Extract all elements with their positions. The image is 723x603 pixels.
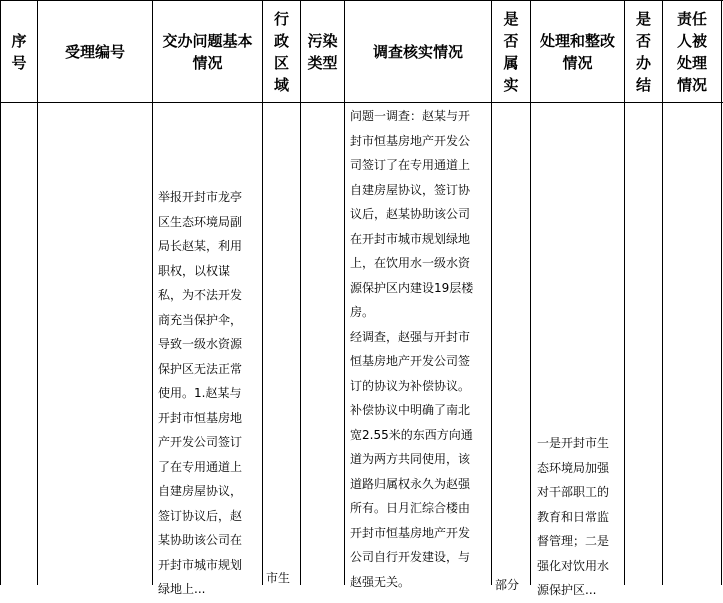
investigation-line: 议后，赵某协助该公司: [350, 207, 471, 221]
handling-line: 源保护区...: [537, 583, 597, 597]
verified-cell: [495, 573, 529, 598]
header-closed: [625, 1, 662, 102]
investigation-line: 自建房屋协议，签订协: [350, 182, 471, 197]
header-text: 情况: [676, 75, 707, 94]
issue-line: 开封市恒基房地: [158, 410, 243, 425]
issue-line: 局长赵某，利用: [158, 239, 243, 253]
header-text: 序: [11, 31, 27, 50]
investigation-line: 在开封市城市规划绿地: [350, 231, 471, 246]
header-text: 人被: [676, 31, 707, 50]
header-handling: [531, 1, 624, 102]
header-case-number: [38, 1, 152, 102]
header-text: 情况: [192, 53, 223, 72]
investigation-line: 赵强无关。: [350, 574, 411, 589]
district-cell: [266, 566, 300, 591]
header-text: 实: [503, 75, 519, 94]
handling-line: 一是开封市生: [537, 436, 610, 450]
investigation-line: 房。: [350, 305, 375, 319]
issue-line: 举报开封市龙亭: [158, 190, 243, 204]
handling-cell: [537, 431, 623, 603]
header-text: 结: [635, 75, 651, 94]
header-text: 是: [503, 9, 519, 28]
district-text: 市生: [266, 571, 291, 585]
header-text: 是: [635, 9, 651, 28]
handling-line: 督管理；二是: [537, 534, 610, 548]
issue-line: 使用。1.赵某与: [158, 386, 242, 400]
handling-line: 强化对饮用水: [537, 558, 610, 573]
header-accountability: [663, 1, 721, 102]
header-text: 否: [503, 31, 519, 50]
verified-text: 部分: [495, 578, 520, 592]
header-text: 属: [503, 53, 519, 72]
investigation-cell: [350, 104, 490, 594]
investigation-line: 上，在饮用水一级水资: [350, 256, 471, 270]
investigation-line: 开封市恒基房地产开发: [350, 525, 471, 540]
table-border: [721, 0, 722, 585]
header-text: 处理和整改: [539, 31, 615, 50]
header-text: 污染: [307, 31, 338, 50]
issue-line: 某协助该公司在: [158, 533, 243, 547]
table-border: [0, 102, 723, 103]
header-text: 责任: [676, 9, 707, 28]
header-text: 行: [273, 9, 289, 28]
header-pollution-type: [301, 1, 344, 102]
handling-line: 态环境局加强: [537, 460, 610, 475]
issue-cell: [158, 185, 260, 602]
handling-line: 教育和日常监: [537, 509, 610, 524]
issue-line: 绿地上...: [158, 582, 206, 596]
investigation-line: 司签订了在专用通道上: [350, 158, 471, 172]
header-issue: [153, 1, 262, 102]
header-verified: [492, 1, 530, 102]
header-text: 类型: [307, 53, 338, 72]
header-text: 调查核实情况: [372, 42, 463, 61]
issue-line: 商充当保护伞，: [158, 312, 243, 327]
issue-line: 开封市城市规划: [158, 557, 243, 572]
handling-line: 对干部职工的: [537, 485, 610, 499]
investigation-line: 道为两方共同使用，该: [350, 452, 471, 466]
investigation-line: 所有。日月汇综合楼由: [350, 501, 471, 515]
header-district: [263, 1, 300, 102]
header-text: 区: [273, 53, 289, 72]
investigation-line: 公司自行开发建设，与: [350, 550, 471, 564]
issue-line: 导致一级水资源: [158, 337, 243, 351]
header-text: 交办问题基本: [162, 31, 253, 50]
investigation-line: 补偿协议中明确了南北: [350, 403, 471, 417]
header-text: 政: [273, 31, 289, 50]
issue-line: 产开发公司签订: [158, 435, 243, 449]
issue-line: 私，为不法开发: [158, 288, 243, 302]
investigation-line: 源保护区内建设19层楼: [350, 280, 474, 295]
issue-line: 职权，以权谋: [158, 263, 231, 278]
investigation-line: 恒基房地产开发公司签: [350, 354, 471, 368]
header-text: 域: [273, 75, 289, 94]
issue-line: 保护区无法正常: [158, 361, 243, 376]
header-text: 受理编号: [64, 42, 125, 61]
header-text: 处理: [676, 53, 707, 72]
investigation-line: 宽2.55米的东西方向通: [350, 427, 473, 442]
issue-line: 签订协议后，赵: [158, 508, 243, 523]
issue-line: 自建房屋协议，: [158, 484, 243, 498]
investigation-line: 封市恒基房地产开发公: [350, 133, 471, 148]
investigation-line: 道路归属权永久为赵强: [350, 476, 471, 491]
issue-line: 了在专用通道上: [158, 459, 243, 474]
header-text: 情况: [562, 53, 593, 72]
header-text: 否: [635, 31, 651, 50]
investigation-line: 订的协议为补偿协议。: [350, 378, 471, 393]
investigation-line: 经调查，赵强与开封市: [350, 329, 471, 344]
issue-line: 区生态环境局副: [158, 214, 243, 229]
header-text: 办: [635, 53, 651, 72]
header-investigation: [345, 1, 491, 102]
investigation-line: 问题一调查：赵某与开: [350, 109, 471, 123]
header-seq: [1, 1, 37, 102]
header-text: 号: [11, 53, 27, 72]
